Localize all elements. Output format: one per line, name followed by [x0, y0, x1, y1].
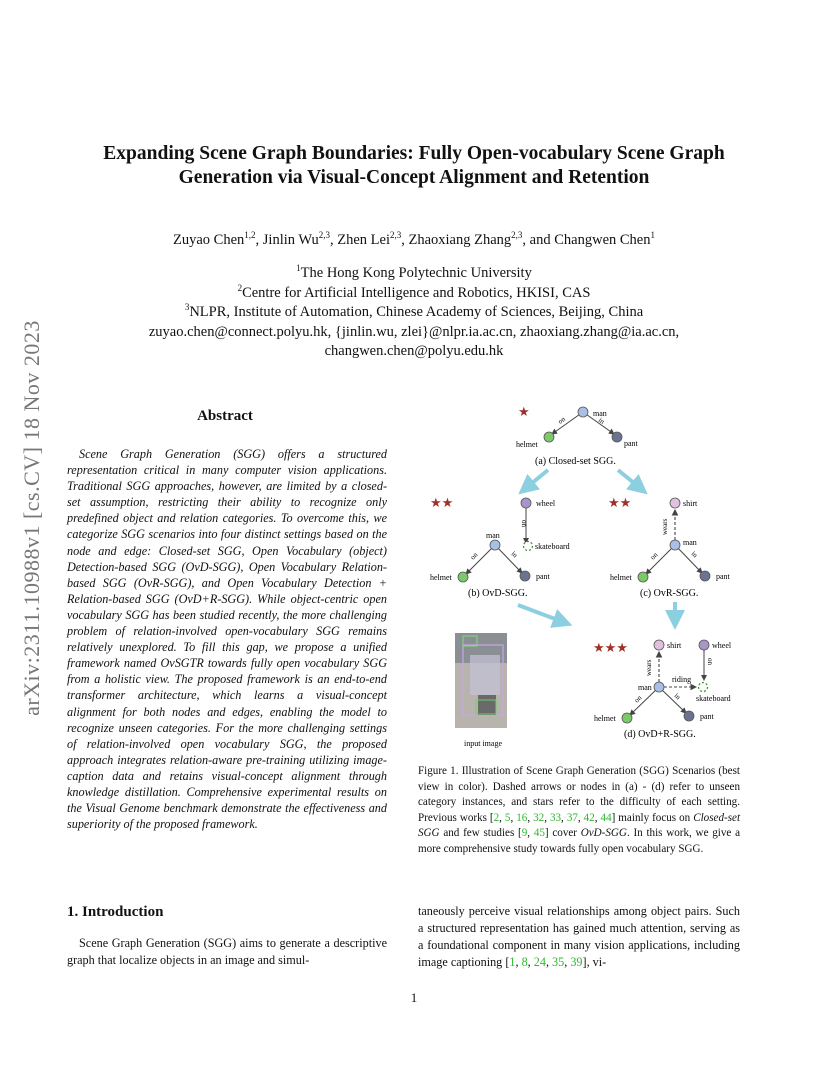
citation-link[interactable]: 45 [533, 827, 545, 839]
node-pant [612, 432, 622, 442]
citation-link[interactable]: 24 [533, 955, 546, 969]
abstract-heading: Abstract [197, 408, 253, 424]
label-pant: pant [624, 439, 638, 448]
node-man [578, 407, 588, 417]
panel-d [593, 640, 732, 740]
citation-link[interactable]: 5 [504, 811, 511, 824]
author-name: Zhaoxiang Zhang [408, 232, 512, 248]
edge-label-in-d: in [672, 691, 683, 702]
node-man-c [670, 540, 680, 550]
label-helmet-d: helmet [594, 714, 616, 723]
citation-link[interactable]: 1 [509, 955, 516, 969]
panel-label-c: (c) OvR-SGG. [640, 588, 699, 599]
author-name: Zuyao Chen [173, 232, 245, 248]
label-helmet: helmet [516, 440, 538, 449]
star-rating-c: ★★ [608, 495, 632, 510]
edge-d-in [659, 687, 686, 713]
node-man-d [654, 682, 664, 692]
edge-b-on [466, 545, 495, 574]
edge-label-on-b: on [468, 550, 480, 562]
node-shirt-d [654, 640, 664, 650]
node-helmet-c [638, 572, 648, 582]
page-number: 1 [410, 990, 418, 1005]
node-helmet-d [622, 713, 632, 723]
intro-right-tail: ], vi- [582, 955, 607, 969]
node-helmet-b [458, 572, 468, 582]
author-name: Changwen Chen [554, 232, 651, 248]
node-helmet [544, 432, 554, 442]
author-separator: , [401, 232, 409, 248]
figure-1 [418, 400, 748, 760]
author-separator: , [255, 232, 263, 248]
caption-text: ] mainly focus on [611, 811, 694, 824]
edge-c-on [646, 545, 675, 574]
label-skateboard-d: skateboard [696, 694, 731, 703]
panel-b [430, 495, 570, 599]
author-name: Jinlin Wu [262, 232, 319, 248]
citation-link[interactable]: 42 [583, 811, 595, 824]
author-affiliation-marker: 2,3 [389, 230, 402, 241]
panel-label-b: (b) OvD-SGG. [468, 588, 528, 599]
author-list [60, 232, 768, 249]
affiliation-2: $^2$Centre for Artificial Intelligence and Robotics, HKISI, CAS [237, 283, 591, 301]
edge-label-in: in [596, 416, 606, 426]
citation-link[interactable]: 9 [521, 827, 528, 839]
author-affiliation-marker: 2,3 [318, 230, 330, 241]
citation-link[interactable]: 33 [549, 811, 562, 824]
label-man-d: man [638, 683, 652, 692]
panel-a [516, 404, 639, 467]
label-helmet-c: helmet [610, 573, 632, 582]
node-wheel [521, 498, 531, 508]
edge-label-on-c: on [648, 550, 660, 562]
edge-label-riding-d: riding [672, 675, 692, 684]
citation-link[interactable]: 2 [493, 811, 500, 824]
panel-c [608, 495, 731, 599]
author-separator: , and [522, 232, 555, 248]
intro-paragraph-right: taneously perceive visual relationships among object pairs. Such a structured representation has gained much attention, serving as a foundational component in many vision applications, including image captioning [1, 8, 24, 35, 39], vi- [418, 904, 740, 969]
label-pant-b: pant [536, 572, 550, 581]
edge-label-on-d2: on [706, 658, 714, 665]
citation-link[interactable]: 39 [570, 955, 583, 969]
caption-text: ] cover [544, 827, 581, 839]
label-pant-c: pant [716, 572, 730, 581]
label-wheel-d: wheel [712, 641, 732, 650]
flow-arrow-a-b [526, 470, 548, 488]
star-rating-a: ★ [518, 404, 530, 419]
author-name: Zhen Lei [337, 232, 390, 248]
edge-label-in-c: in [689, 549, 700, 560]
edge-c-in [675, 545, 702, 573]
label-input-image: input image [464, 739, 502, 748]
node-pant-b [520, 571, 530, 581]
citation-link[interactable]: 37 [566, 811, 578, 824]
caption-term-closed-set: Closed-set SGG [418, 811, 741, 839]
email-line-1: zuyao.chen@connect.polyu.hk, {jinlin.wu, zlei}@nlpr.ia.ac.cn, zhaoxiang.zhang@ia.ac.cn, [148, 324, 680, 340]
edge-b-in [495, 545, 522, 573]
intro-paragraph-left: Scene Graph Generation (SGG) aims to generate a descriptive graph that localize objects in an image and simul- [67, 936, 387, 967]
citation-link[interactable]: 44 [600, 811, 612, 824]
node-skateboard-b [524, 542, 533, 551]
node-skateboard-d [699, 683, 708, 692]
citation-link[interactable]: 32 [533, 811, 545, 824]
label-wheel-b: wheel [536, 499, 556, 508]
label-man-b: man [486, 531, 500, 540]
node-man-b [490, 540, 500, 550]
arxiv-stamp: arXiv:2311.10988v1 [cs.CV] 18 Nov 2023 [19, 320, 44, 716]
author-affiliation-marker: 1 [650, 230, 655, 241]
edge-label-wears-d: wears [645, 659, 653, 676]
caption-text: . In this work, we give a more comprehensive study towards fully open vocabulary SGG. [418, 827, 741, 855]
label-man-c: man [683, 538, 697, 547]
input-image [455, 633, 507, 748]
label-pant-d: pant [700, 712, 714, 721]
flow-arrow-b-d [518, 605, 563, 622]
author-affiliation-marker: 2,3 [511, 230, 523, 241]
node-wheel-d [699, 640, 709, 650]
label-shirt-c: shirt [683, 499, 698, 508]
email-line-2: changwen.chen@polyu.edu.hk [324, 343, 504, 359]
abstract-body: Scene Graph Generation (SGG) offers a structured representation critical in many computer vision applications. Traditional SGG approaches, however, are limited by a closed-set assumption, restricting their ability to recognize only predefined object and relation categories. To overcome this, we categorize SGG scenarios into four distinct settings based on the node and edge: Closed-set SGG, Open Vocabulary (object) Detection-based SGG (OvD-SGG), Open Vocabulary Relation-based SGG (OvR-SGG), and Open Vocabulary Detection + Relation-based SGG (OvD+R-SGG). While object-centric open vocabulary SGG has been studied recently, the more challenging problem of relation-involved open-vocabulary SGG remains relatively unexplored. To fill this gap, we propose a unified framework named OvSGTR towards fully open vocabulary SGG from a holistic view. The proposed framework is an end-to-end transformer architecture, which learns a visual-concept alignment for both nodes and edges, enabling the model to recognize unseen categories. For the more challenging settings of relation-involved open vocabulary SGG, the proposed approach integrates relation-aware pre-training utilizing image-caption data and retains visual-concept alignment through knowledge distillation. Comprehensive experimental results on the Visual Genome benchmark demonstrate the effectiveness and superiority of the proposed framework. [67, 447, 387, 832]
edge-label-wears-c: wears [661, 518, 669, 535]
author-affiliation-marker: 1,2 [244, 230, 256, 241]
node-pant-c [700, 571, 710, 581]
figure-caption: Figure 1. Illustration of Scene Graph Generation (SGG) Scenarios (best view in color). Dashed arrows or nodes in (a) - (d) refer to unseen category instances, and stars refer to the difficulty of each setting. Previous works [2, 5, 16, 32, 33, 37, 42, 44] mainly focus on Closed-set SGG and few studies [9, 45] cover OvD-SGG. In this work, we give a more comprehensive study towards fully open vocabulary SGG. [418, 765, 741, 855]
edge-label-on-d: on [632, 693, 644, 705]
label-helmet-b: helmet [430, 573, 452, 582]
panel-label-a: (a) Closed-set SGG. [535, 456, 616, 467]
section-heading-introduction: 1. Introduction [67, 904, 164, 920]
node-shirt-c [670, 498, 680, 508]
edge-label-on-b2: on [520, 520, 528, 527]
edge-a-on [552, 412, 583, 434]
star-rating-b: ★★ [430, 495, 454, 510]
affiliation-3: $^3$NLPR, Institute of Automation, Chinese Academy of Sciences, Beijing, China [184, 302, 644, 320]
label-skateboard-b: skateboard [535, 542, 570, 551]
citation-link[interactable]: 8 [521, 955, 528, 969]
node-pant-d [684, 711, 694, 721]
citation-link[interactable]: 16 [516, 811, 528, 824]
label-shirt-d: shirt [667, 641, 682, 650]
label-man: man [593, 409, 607, 418]
affiliation-1: $^1$The Hong Kong Polytechnic University [296, 263, 532, 281]
intro-right-text: taneously perceive visual relationships among object pairs. Such a structured representation has gained much attention, serving as a foundational component in many vision applications, including image captioning [ [418, 904, 740, 969]
edge-label-on: on [556, 415, 567, 426]
caption-term-ovd: OvD-SGG [580, 827, 627, 839]
edge-label-in-b: in [509, 549, 520, 560]
panel-label-d: (d) OvD+R-SGG. [624, 729, 696, 740]
flow-arrow-a-c [618, 470, 640, 488]
caption-text: Figure 1. Illustration of Scene Graph Generation (SGG) Scenarios (best view in color). Dashed arrows or nodes in (a) - (d) refer to unseen category instances, and stars refer to the difficulty of each setting. Previous works [ [418, 765, 740, 824]
caption-text: and few studies [ [439, 827, 522, 839]
paper-title: Expanding Scene Graph Boundaries: Fully Open-vocabulary Scene Graph Generation via Visual-Concept Alignment and Retention [103, 143, 725, 188]
star-rating-d: ★★★ [593, 640, 628, 655]
author-separator: , [329, 232, 338, 248]
citation-link[interactable]: 35 [552, 955, 565, 969]
